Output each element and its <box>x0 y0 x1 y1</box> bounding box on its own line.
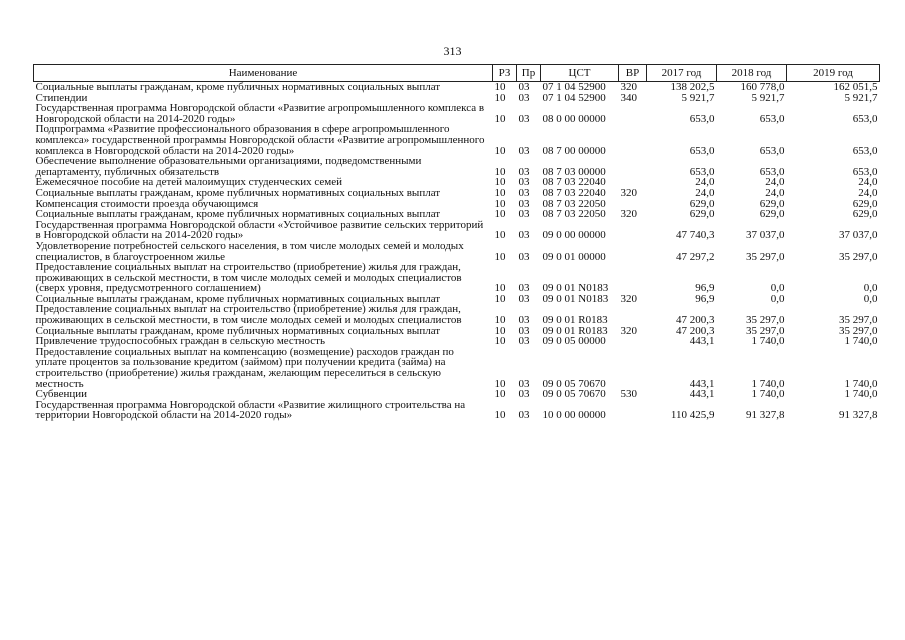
row-name: Субвенции <box>35 388 88 401</box>
row-value-2017: 629,0 <box>689 208 715 221</box>
row-value-2019: 35 297,0 <box>839 324 878 337</box>
row-cst: 07 1 04 52900 <box>542 91 606 104</box>
table-row <box>34 241 880 262</box>
row-cst: 09 0 01 N0183 <box>542 282 609 295</box>
row-value-2018: 35 297,0 <box>746 324 785 337</box>
page-number: 313 <box>443 44 462 58</box>
row-pr: 03 <box>518 377 530 390</box>
row-name: Государственная программа Новгородской области «Развитие агропромышленного комплекса в Новгородской области на 2014-2020 годы» <box>35 102 485 125</box>
row-value-2019: 0,0 <box>863 282 878 295</box>
row-name: Социальные выплаты гражданам, кроме публичных нормативных социальных выплат <box>35 81 441 93</box>
row-vr: 320 <box>620 324 637 337</box>
row-value-2019: 162 051,5 <box>833 81 878 93</box>
row-cst: 09 0 01 R0183 <box>542 314 608 327</box>
row-rz: 10 <box>494 91 506 104</box>
row-value-2019: 1 740,0 <box>844 388 878 401</box>
row-pr: 03 <box>518 91 530 104</box>
row-cst: 09 0 01 N0183 <box>542 292 609 305</box>
row-value-2017: 443,1 <box>689 335 715 348</box>
row-value-2019: 629,0 <box>852 208 878 221</box>
row-value-2017: 47 740,3 <box>676 229 715 242</box>
row-cst: 08 7 00 00000 <box>542 144 606 157</box>
row-rz: 10 <box>494 112 506 125</box>
row-rz: 10 <box>494 388 506 401</box>
row-value-2018: 24,0 <box>765 176 785 189</box>
row-value-2019: 653,0 <box>852 144 878 157</box>
row-pr: 03 <box>518 112 530 125</box>
row-value-2018: 653,0 <box>759 112 785 125</box>
row-pr: 03 <box>518 81 530 93</box>
row-vr <box>619 103 647 124</box>
row-vr <box>619 336 647 347</box>
row-pr: 03 <box>518 144 530 157</box>
row-value-2018: 91 327,8 <box>746 409 785 422</box>
row-pr: 03 <box>518 282 530 295</box>
header-name: Наименование <box>34 65 493 82</box>
row-rz: 10 <box>494 208 506 221</box>
row-vr <box>619 262 647 294</box>
row-value-2017: 96,9 <box>695 292 715 305</box>
row-value-2017: 5 921,7 <box>681 91 715 104</box>
row-vr <box>619 220 647 241</box>
row-value-2018: 160 778,0 <box>740 81 785 93</box>
row-value-2019: 629,0 <box>852 197 878 210</box>
row-rz: 10 <box>494 144 506 157</box>
row-cst: 09 0 01 00000 <box>542 250 606 263</box>
row-rz: 10 <box>494 81 506 93</box>
row-vr: 340 <box>620 91 637 104</box>
row-value-2018: 35 297,0 <box>746 314 785 327</box>
row-value-2017: 653,0 <box>689 112 715 125</box>
row-cst: 07 1 04 52900 <box>542 81 606 93</box>
row-cst: 08 7 03 22040 <box>542 176 606 189</box>
row-pr: 03 <box>518 292 530 305</box>
row-value-2018: 0,0 <box>770 282 785 295</box>
row-value-2017: 96,9 <box>695 282 715 295</box>
row-rz: 10 <box>494 292 506 305</box>
row-value-2018: 5 921,7 <box>751 91 785 104</box>
table-body <box>34 82 880 422</box>
row-value-2019: 91 327,8 <box>839 409 878 422</box>
row-name: Обеспечение выполнение образовательными организациями, подведомственными департаменту, публичных обязательств <box>35 155 422 178</box>
row-cst: 08 7 03 22050 <box>542 208 606 221</box>
row-vr: 530 <box>620 388 637 401</box>
header-cst: ЦСТ <box>541 65 619 82</box>
row-value-2017: 653,0 <box>689 165 715 178</box>
header-vr: ВР <box>619 65 647 82</box>
row-name: Подпрограмма «Развитие профессионального образования в сфере агропромышленного комплекса» государственной программы Новгородской области «Развитие агропромышленного комплекса в Новгородской области на 2014-2020 годы» <box>35 123 485 157</box>
row-value-2019: 653,0 <box>852 112 878 125</box>
row-rz: 10 <box>494 282 506 295</box>
row-rz: 10 <box>494 165 506 178</box>
header-pr: Пр <box>517 65 541 82</box>
row-value-2019: 653,0 <box>852 165 878 178</box>
row-value-2018: 24,0 <box>765 186 785 199</box>
row-value-2018: 37 037,0 <box>746 229 785 242</box>
row-pr: 03 <box>518 176 530 189</box>
row-vr: 320 <box>620 186 637 199</box>
row-pr: 03 <box>518 186 530 199</box>
row-value-2019: 5 921,7 <box>844 91 878 104</box>
row-value-2017: 47 200,3 <box>676 314 715 327</box>
row-name: Социальные выплаты гражданам, кроме публичных нормативных социальных выплат <box>35 292 441 305</box>
row-value-2018: 1 740,0 <box>751 377 785 390</box>
row-pr: 03 <box>518 409 530 422</box>
row-vr <box>619 241 647 262</box>
row-value-2018: 629,0 <box>759 208 785 221</box>
table-row <box>34 262 880 294</box>
row-value-2018: 1 740,0 <box>751 388 785 401</box>
row-pr: 03 <box>518 208 530 221</box>
row-value-2019: 1 740,0 <box>844 377 878 390</box>
header-2018: 2018 год <box>717 65 787 82</box>
row-name: Государственная программа Новгородской области «Устойчивое развитие сельских территорий в Новгородской области на 2014-2020 годы» <box>35 218 484 242</box>
row-rz: 10 <box>494 197 506 210</box>
table-row <box>34 400 880 421</box>
row-name: Предоставление социальных выплат на строительство (приобретение) жилья для граждан, проживающих в сельской местности, в том числе молодых семей и молодых специалистов (сверх уровня, предусмотренного соглашением) <box>35 261 462 295</box>
row-pr: 03 <box>518 335 530 348</box>
table-row <box>34 220 880 241</box>
table-row <box>34 103 880 124</box>
row-name: Ежемесячное пособие на детей малоимущих студенческих семей <box>35 176 342 189</box>
row-name: Компенсация стоимости проезда обучающимся <box>35 197 259 210</box>
table-row <box>34 304 880 325</box>
row-cst: 09 0 00 00000 <box>542 229 606 242</box>
row-value-2019: 0,0 <box>863 292 878 305</box>
table-row <box>34 347 880 389</box>
row-name: Предоставление социальных выплат на компенсацию (возмещение) расходов граждан по уплате процентов за пользование кредитом (займом) при получении кредита (займа) на строительство (приобретение) жилья гражданам, желающим переселиться в сельскую местность <box>35 345 454 390</box>
row-value-2018: 629,0 <box>759 197 785 210</box>
row-pr: 03 <box>518 165 530 178</box>
row-vr <box>619 304 647 325</box>
row-value-2018: 1 740,0 <box>751 335 785 348</box>
header-2017: 2017 год <box>647 65 717 82</box>
row-value-2017: 138 202,5 <box>670 81 715 93</box>
row-rz: 10 <box>494 186 506 199</box>
budget-table <box>33 64 880 421</box>
row-pr: 03 <box>518 324 530 337</box>
row-rz: 10 <box>494 229 506 242</box>
row-pr: 03 <box>518 388 530 401</box>
row-value-2017: 443,1 <box>689 388 715 401</box>
row-vr <box>619 400 647 421</box>
row-pr: 03 <box>518 197 530 210</box>
table-row <box>34 156 880 177</box>
row-value-2019: 37 037,0 <box>839 229 878 242</box>
row-cst: 10 0 00 00000 <box>542 409 606 422</box>
row-value-2017: 629,0 <box>689 197 715 210</box>
row-value-2017: 47 200,3 <box>676 324 715 337</box>
row-name: Привлечение трудоспособных граждан в сельскую местность <box>35 335 325 348</box>
row-cst: 08 7 03 22050 <box>542 197 606 210</box>
row-rz: 10 <box>494 409 506 422</box>
row-name: Предоставление социальных выплат на строительство (приобретение) жилья для граждан, проживающих в сельской местности, в том числе молодых семей и молодых специалистов <box>35 303 462 327</box>
row-pr: 03 <box>518 229 530 242</box>
row-vr <box>619 124 647 156</box>
row-name: Социальные выплаты гражданам, кроме публичных нормативных социальных выплат <box>35 186 441 199</box>
row-value-2018: 653,0 <box>759 144 785 157</box>
row-vr: 320 <box>620 208 637 221</box>
row-value-2017: 110 425,9 <box>670 409 715 422</box>
table-row <box>34 82 880 93</box>
row-value-2018: 35 297,0 <box>746 250 785 263</box>
row-cst: 08 7 03 00000 <box>542 165 606 178</box>
row-cst: 09 0 05 00000 <box>542 335 606 348</box>
row-rz: 10 <box>494 335 506 348</box>
row-name: Социальные выплаты гражданам, кроме публичных нормативных социальных выплат <box>35 324 441 337</box>
row-cst: 09 0 05 70670 <box>542 388 606 401</box>
row-vr <box>619 156 647 177</box>
table-header-row <box>34 65 880 82</box>
row-rz: 10 <box>494 377 506 390</box>
row-cst: 08 0 00 00000 <box>542 112 606 125</box>
row-value-2017: 24,0 <box>695 176 715 189</box>
row-rz: 10 <box>494 324 506 337</box>
row-value-2019: 35 297,0 <box>839 314 878 327</box>
row-name: Государственная программа Новгородской области «Развитие жилищного строительства на территории Новгородской области на 2014-2020 годы» <box>35 398 466 422</box>
row-value-2017: 443,1 <box>689 377 715 390</box>
row-pr: 03 <box>518 314 530 327</box>
row-vr: 320 <box>620 292 637 305</box>
row-value-2019: 35 297,0 <box>839 250 878 263</box>
row-value-2018: 653,0 <box>759 165 785 178</box>
table-row <box>34 188 880 199</box>
row-value-2017: 24,0 <box>695 186 715 199</box>
row-value-2018: 0,0 <box>770 292 785 305</box>
row-cst: 08 7 03 22040 <box>542 186 606 199</box>
row-cst: 09 0 05 70670 <box>542 377 606 390</box>
row-rz: 10 <box>494 176 506 189</box>
row-value-2017: 653,0 <box>689 144 715 157</box>
header-2019: 2019 год <box>787 65 880 82</box>
header-rz: РЗ <box>493 65 517 82</box>
row-vr: 320 <box>620 81 637 93</box>
row-name: Социальные выплаты гражданам, кроме публичных нормативных социальных выплат <box>35 208 441 221</box>
row-vr <box>619 347 647 389</box>
row-name: Удовлетворение потребностей сельского населения, в том числе молодых семей и молодых специалистов, в благоустроенном жилье <box>35 239 464 263</box>
row-name: Стипендии <box>35 91 88 104</box>
table-row <box>34 124 880 156</box>
row-cst: 09 0 01 R0183 <box>542 324 608 337</box>
row-pr: 03 <box>518 250 530 263</box>
row-rz: 10 <box>494 314 506 327</box>
row-rz: 10 <box>494 250 506 263</box>
row-value-2019: 24,0 <box>858 176 878 189</box>
row-value-2019: 24,0 <box>858 186 878 199</box>
row-value-2017: 47 297,2 <box>676 250 715 263</box>
row-value-2019: 1 740,0 <box>844 335 878 348</box>
